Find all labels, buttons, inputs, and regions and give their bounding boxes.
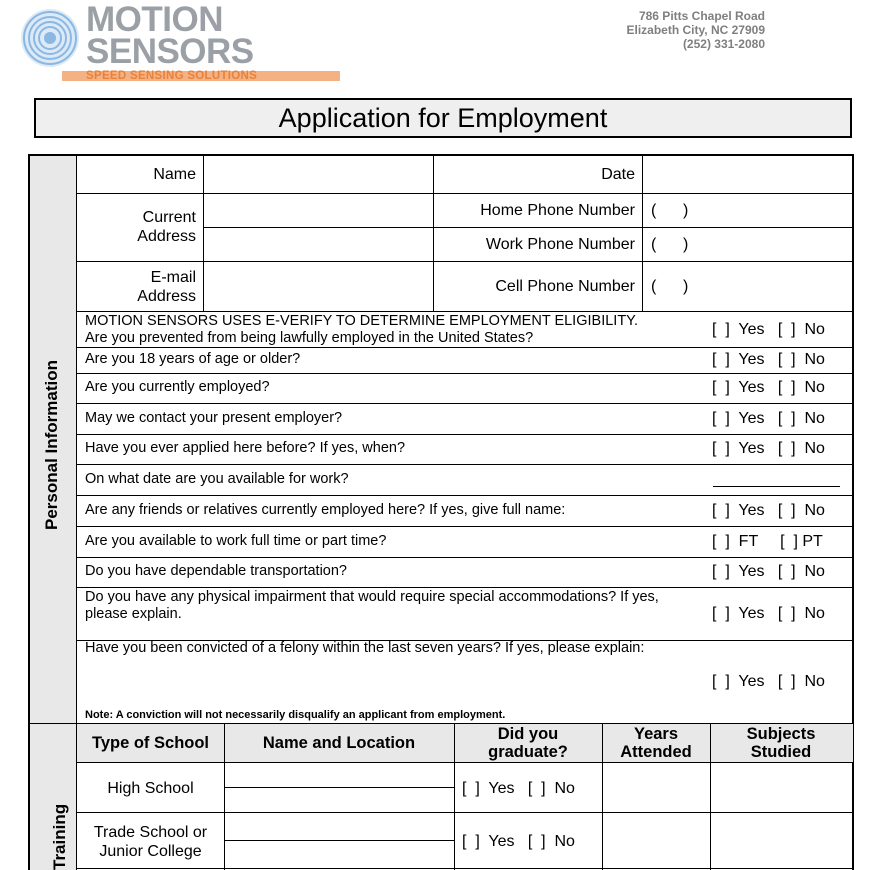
col-graduate-line2: graduate? (488, 743, 568, 761)
grid-line (224, 787, 454, 788)
available-date-blank[interactable] (713, 486, 840, 487)
answer-felony[interactable]: [ ] Yes [ ] No (712, 673, 825, 690)
grid-line (77, 434, 853, 435)
answer-applied-before[interactable]: [ ] Yes [ ] No (712, 440, 825, 457)
home-phone-field[interactable]: ( ) (651, 202, 689, 219)
question-everify-line1: MOTION SENSORS USES E-VERIFY TO DETERMINE EMPLOYMENT ELIGIBILITY. (85, 313, 639, 329)
question-everify-line2: Are you prevented from being lawfully employed in the United States? (85, 330, 534, 346)
question-impairment-line2: please explain. (85, 606, 182, 622)
logo-tagline: SPEED SENSING SOLUTIONS (86, 70, 258, 82)
date-label: Date (601, 166, 635, 183)
grid-line (77, 495, 853, 496)
grid-line (77, 587, 853, 588)
logo-text-motion: MOTION (86, 0, 223, 39)
grid-line (77, 261, 853, 262)
logo-text-sensors: SENSORS (86, 32, 254, 71)
grid-line (224, 840, 454, 841)
address-street: 786 Pitts Chapel Road (638, 9, 765, 23)
address-field-1[interactable] (204, 194, 433, 227)
grid-line (77, 311, 853, 312)
col-years-line2: Attended (620, 743, 692, 761)
form-left-border (28, 154, 30, 870)
answer-full-part-time[interactable]: [ ] FT [ ] PT (712, 533, 823, 550)
logo-rings-icon (20, 8, 80, 68)
answer-relatives[interactable]: [ ] Yes [ ] No (712, 502, 825, 519)
row-trade-school-line2: Junior College (99, 843, 202, 860)
answer-trade-school-graduate[interactable]: [ ] Yes [ ] No (462, 833, 575, 850)
col-name-location: Name and Location (262, 734, 416, 752)
grid-line (77, 868, 853, 869)
work-phone-label: Work Phone Number (485, 236, 635, 253)
question-age: Are you 18 years of age or older? (85, 351, 301, 367)
grid-line (77, 464, 853, 465)
name-label: Name (153, 166, 196, 183)
question-available-date: On what date are you available for work? (85, 471, 349, 487)
company-phone: (252) 331-2080 (682, 37, 765, 51)
grid-line (77, 762, 853, 763)
cell-phone-field[interactable]: ( ) (651, 278, 689, 295)
grid-line (433, 155, 434, 312)
answer-transportation[interactable]: [ ] Yes [ ] No (712, 563, 825, 580)
row-trade-school-line1: Trade School or (93, 824, 208, 841)
page-title: Application for Employment (278, 103, 608, 133)
felony-note: Note: A conviction will not necessarily disqualify an applicant from employment. (85, 709, 506, 721)
grid-line (77, 347, 853, 348)
address-city: Elizabeth City, NC 27909 (626, 23, 765, 37)
home-phone-label: Home Phone Number (480, 202, 635, 219)
address-field-2[interactable] (204, 228, 433, 261)
question-transportation: Do you have dependable transportation? (85, 563, 347, 579)
grid-line (77, 193, 853, 194)
address-label-line2: Address (137, 228, 196, 245)
grid-line (77, 812, 853, 813)
question-impairment-line1: Do you have any physical impairment that would require special accommodations? If yes, (85, 589, 659, 605)
grid-line (77, 526, 853, 527)
row-high-school: High School (107, 780, 194, 797)
answer-everify[interactable]: [ ] Yes [ ] No (712, 321, 825, 338)
col-subjects-line1: Subjects (746, 725, 816, 743)
question-contact-employer: May we contact your present employer? (85, 410, 343, 426)
email-label-line2: Address (137, 288, 196, 305)
col-subjects-line2: Studied (750, 743, 812, 761)
grid-line (77, 403, 853, 404)
name-field[interactable] (204, 156, 433, 193)
personal-section-label: Personal Information (42, 359, 61, 530)
email-label-line1: E-mail (150, 269, 196, 286)
question-full-part-time: Are you available to work full time or part time? (85, 533, 387, 549)
answer-employed[interactable]: [ ] Yes [ ] No (712, 379, 825, 396)
question-applied-before: Have you ever applied here before? If yes, when? (85, 440, 406, 456)
answer-high-school-graduate[interactable]: [ ] Yes [ ] No (462, 780, 575, 797)
email-field[interactable] (204, 262, 433, 311)
cell-phone-label: Cell Phone Number (495, 278, 635, 295)
answer-age[interactable]: [ ] Yes [ ] No (712, 351, 825, 368)
date-field[interactable] (643, 156, 852, 193)
question-employed: Are you currently employed? (85, 379, 270, 395)
answer-contact-employer[interactable]: [ ] Yes [ ] No (712, 410, 825, 427)
col-years-line1: Years (633, 725, 679, 743)
question-felony: Have you been convicted of a felony within the last seven years? If yes, please explain: (85, 640, 645, 656)
grid-line (77, 557, 853, 558)
work-phone-field[interactable]: ( ) (651, 236, 689, 253)
address-label-line1: Current (142, 209, 196, 226)
answer-impairment[interactable]: [ ] Yes [ ] No (712, 605, 825, 622)
training-section-label: Training (50, 803, 69, 870)
col-type-of-school: Type of School (91, 734, 210, 752)
grid-line (77, 373, 853, 374)
col-graduate-line1: Did you (497, 725, 559, 743)
question-relatives: Are any friends or relatives currently employed here? If yes, give full name: (85, 502, 566, 518)
